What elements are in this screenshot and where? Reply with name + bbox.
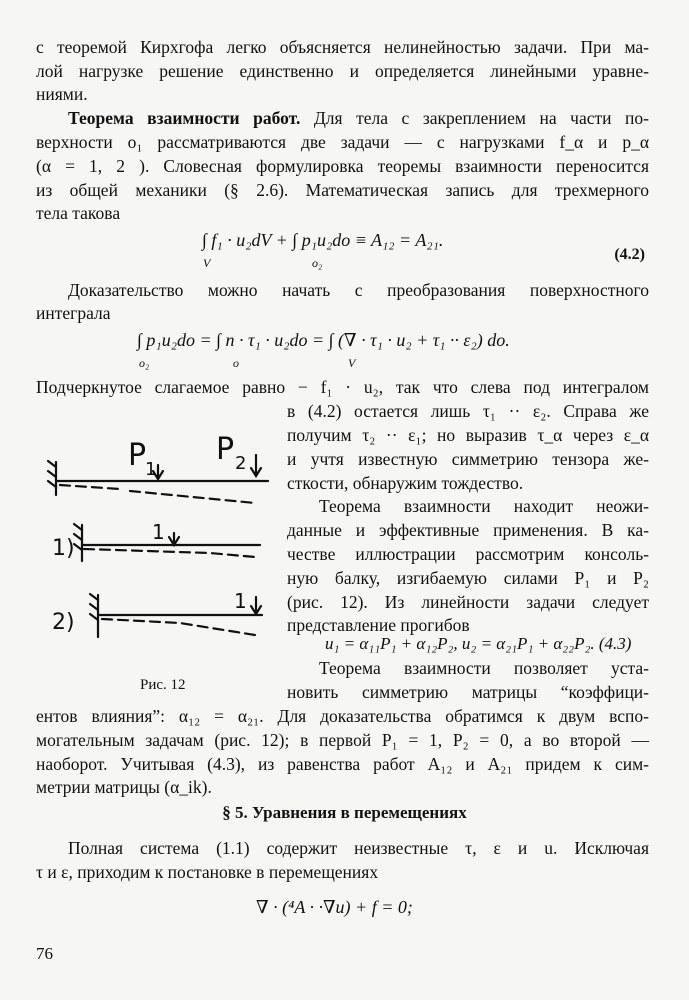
narrow-para2-line-1: Теорема взаимности находит неожи- [319, 496, 649, 516]
text-line-1: с теоремой Кирхгофа легко объясняется нелинейностью задачи. При ма- [36, 37, 649, 57]
section-heading: § 5. Уравнения в перемещениях [222, 803, 467, 822]
theorem-title: Теорема взаимности работ. [68, 108, 301, 128]
eq-4-2-lower-v: V [203, 256, 211, 270]
after-line-4: метрии матрицы (α_ik). [36, 777, 212, 797]
text-line-3: ниями. [36, 84, 88, 104]
narrow-line-4: сткости, обнаружим тождество. [287, 473, 524, 493]
proof-eq-lower-3: V [348, 356, 356, 370]
narrow-line-3: и учтя известную симметрию тензора же- [287, 449, 649, 469]
after-line-1: ентов влияния”: α₁₂ = α₂₁. Для доказательства обратимся к двум вспо- [36, 706, 649, 726]
narrow-line-2: получим τ₂ ·· ε₁; но выразив τ_α через ε_α [287, 425, 649, 445]
narrow-para2-line-4: ную балку, изгибаемую силами P₁ и P₂ [287, 568, 649, 588]
narrow-para2-line-3: честве иллюстрации рассмотрим консоль- [287, 544, 649, 564]
narrow-line-1: в (4.2) остается лишь τ₁ ·· ε₂. Справа же [287, 401, 649, 421]
fig-label-p1-sub: 1 [145, 459, 157, 480]
narrow-para2-line-5: (рис. 12). Из линейности задачи следует [287, 592, 649, 612]
proof-equation: ∫ p₁u₂do = ∫ n · τ₁ · u₂do = ∫ (∇ · τ₁ · u₂ + τ₁ ·· ε₂) do. [137, 330, 510, 350]
fig-case-2-load: 1 [234, 589, 247, 613]
fig-label-p2-sub: 2 [235, 453, 247, 474]
final-equation: ∇ · (⁴A · ·∇u) + f = 0; [256, 897, 413, 917]
theorem-line-4: из общей механики (§ 2.6). Математическая запись для трехмерного [36, 180, 649, 200]
theorem-line-1 [68, 107, 649, 129]
proof-eq-lower-2: o [233, 356, 239, 370]
theorem-line-1-rest: Для тела с закреплением на части по- [313, 108, 649, 128]
section-line-2: τ и ε, приходим к постановке в перемещениях [36, 862, 379, 882]
narrow-para3-line-1: Теорема взаимности позволяет уста- [319, 658, 649, 678]
fig-case-2: 2) [52, 610, 75, 635]
theorem-line-3: (α = 1, 2 ). Словесная формулировка теоремы взаимности переносится [36, 156, 649, 176]
proof-eq-lower-1: o₂ [139, 356, 150, 370]
equation-4-2: ∫ f₁ · u₂dV + ∫ p₁u₂do ≡ A₁₂ = A₂₁. [202, 230, 444, 250]
eq-4-2-lower-o2: o₂ [312, 256, 323, 270]
proof-line-1: Доказательство можно начать с преобразования поверхностного [68, 280, 649, 300]
figure-12-cantilever-sketch [40, 425, 275, 665]
figure-caption: Рис. 12 [140, 677, 186, 693]
proof-line-2: интеграла [36, 303, 111, 323]
text-line-2: лой нагрузке решение единственно и определяется линейными уравне- [36, 61, 649, 81]
equation-number-4-2: (4.2) [614, 246, 645, 263]
narrow-para2-line-2: данные и эффективные применения. В ка- [287, 520, 649, 540]
equation-4-3: u₁ = α₁₁P₁ + α₁₂P₂, u₂ = α₂₁P₁ + α₂₂P₂. (4.3) [325, 634, 632, 653]
narrow-para2-line-6: представление прогибов [287, 615, 470, 635]
fig-label-p2: P [216, 432, 235, 467]
theorem-line-5: тела такова [36, 203, 121, 223]
page-number: 76 [36, 944, 53, 963]
fig-case-1-load: 1 [152, 520, 165, 544]
section-line-1: Полная система (1.1) содержит неизвестные τ, ε и u. Исключая [68, 838, 649, 858]
after-line-2: могательным задачам (рис. 12); в первой P₁ = 1, P₂ = 0, а во второй — [36, 730, 649, 750]
narrow-para3-line-2: новить симметрию матрицы “коэффици- [287, 682, 649, 702]
theorem-line-2: верхности o₁ рассматриваются две задачи — с нагрузками f_α и p_α [36, 132, 649, 152]
after-line-3: наоборот. Учитывая (4.3), из равенства работ A₁₂ и A₂₁ придем к сим- [36, 754, 649, 774]
fig-case-1: 1) [52, 536, 75, 561]
fig-label-p1: P [128, 438, 147, 473]
underlined-term-line: Подчеркнутое слагаемое равно − f₁ · u₂, так что слева под интегралом [36, 377, 649, 397]
